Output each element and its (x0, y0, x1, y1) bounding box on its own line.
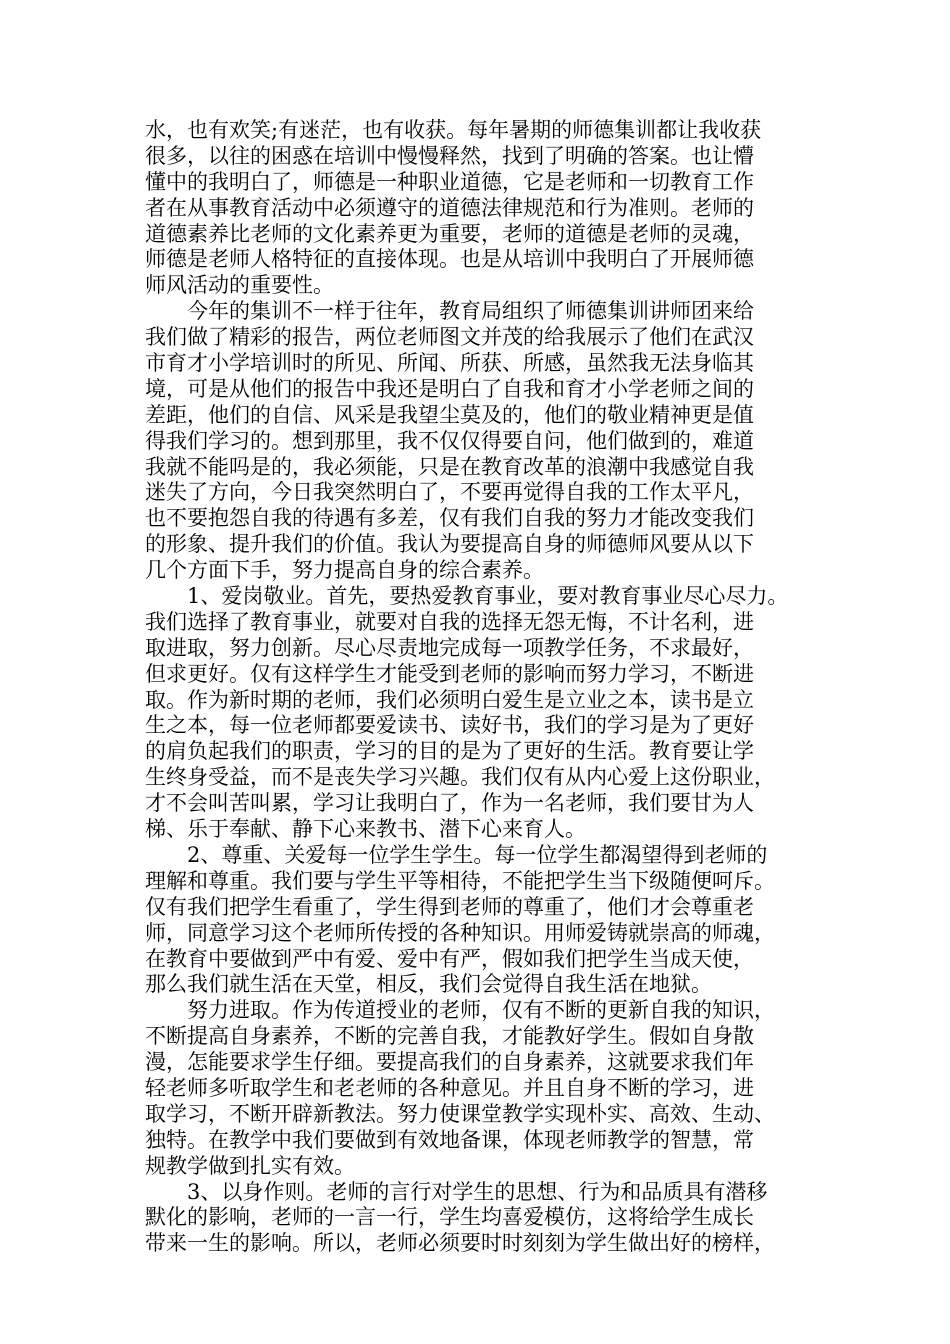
text-line: 但求更好。仅有这样学生才能受到老师的影响而努力学习，不断进 (145, 661, 754, 686)
text-line: 梯、乐于奉献、静下心来教书、潜下心来育人。 (145, 817, 586, 842)
text-line: 我们做了精彩的报告，两位老师图文并茂的给我展示了他们在武汉 (145, 325, 754, 350)
text-line: 带来一生的影响。所以，老师必须要时时刻刻为学生做出好的榜样， (145, 1231, 775, 1256)
text-line: 生之本，每一位老师都要爱读书、读好书，我们的学习是为了更好 (145, 713, 754, 738)
text-line: 懂中的我明白了，师德是一种职业道德，它是老师和一切教育工作 (145, 169, 754, 194)
text-line: 师，同意学习这个老师所传授的各种知识。用师爱铸就崇高的师魂， (145, 920, 775, 945)
text-line: 水，也有欢笑;有迷茫，也有收获。每年暑期的师德集训都让我收获 (145, 118, 762, 142)
text-line: 不断提高自身素养，不断的完善自我，才能教好学生。假如自身散 (145, 1024, 754, 1049)
text-line: 1、爱岗敬业。首先，要热爱教育事业，要对教育事业尽心尽力。 (187, 584, 789, 609)
text-line: 3、以身作则。老师的言行对学生的思想、行为和品质具有潜移 (187, 1179, 768, 1204)
text-line: 2、尊重、关爱每一位学生学生。每一位学生都渴望得到老师的 (187, 842, 768, 867)
text-line: 的肩负起我们的职责，学习的目的是为了更好的生活。教育要让学 (145, 739, 754, 764)
text-line: 师德是老师人格特征的直接体现。也是从培训中我明白了开展师德 (145, 247, 754, 272)
text-line: 的形象、提升我们的价值。我认为要提高自身的师德师风要从以下 (145, 532, 754, 557)
text-line: 生终身受益，而不是丧失学习兴趣。我们仅有从内心爱上这份职业， (145, 765, 775, 790)
text-line: 取学习，不断开辟新教法。努力使课堂教学实现朴实、高效、生动、 (145, 1101, 775, 1126)
text-line: 几个方面下手，努力提高自身的综合素养。 (145, 558, 544, 583)
text-line: 道德素养比老师的文化素养更为重要，老师的道德是老师的灵魂， (145, 221, 754, 246)
paragraph-point-3 (145, 1180, 813, 1258)
text-line: 我们选择了教育事业，就要对自我的选择无怨无悔，不计名利，进 (145, 609, 754, 634)
text-line: 漫，怎能要求学生仔细。要提高我们的自身素养，这就要求我们年 (145, 1050, 754, 1075)
text-line: 师风活动的重要性。 (145, 273, 334, 298)
paragraph-point-2 (145, 843, 813, 998)
text-line: 取。作为新时期的老师，我们必须明白爱生是立业之本，读书是立 (145, 687, 754, 712)
text-line: 我就不能吗是的，我必须能，只是在教育改革的浪潮中我感觉自我 (145, 454, 754, 479)
text-line: 市育才小学培训时的所见、所闻、所获、所感，虽然我无法身临其 (145, 351, 754, 376)
text-line: 规教学做到扎实有效。 (145, 1153, 355, 1178)
text-line: 境，可是从他们的报告中我还是明白了自我和育才小学老师之间的 (145, 376, 754, 401)
paragraph-striving (145, 998, 813, 1179)
text-line: 者在从事教育活动中必须遵守的道德法律规范和行为准则。老师的 (145, 195, 754, 220)
text-line: 很多，以往的困惑在培训中慢慢释然，找到了明确的答案。也让懵 (145, 143, 754, 168)
text-line: 理解和尊重。我们要与学生平等相待，不能把学生当下级随便呵斥。 (145, 868, 775, 893)
text-line: 在教育中要做到严中有爱、爱中有严，假如我们把学生当成天使， (145, 946, 754, 971)
body-text (145, 118, 813, 1257)
text-line: 差距，他们的自信、风采是我望尘莫及的，他们的敬业精神更是值 (145, 402, 754, 427)
text-line: 也不要抱怨自我的待遇有多差，仅有我们自我的努力才能改变我们 (145, 506, 754, 531)
text-line: 仅有我们把学生看重了，学生得到老师的尊重了，他们才会尊重老 (145, 894, 754, 919)
text-line: 那么我们就生活在天堂，相反，我们会觉得自我生活在地狱。 (145, 972, 712, 997)
text-line: 努力进取。作为传道授业的老师，仅有不断的更新自我的知识， (187, 998, 775, 1023)
text-line: 才不会叫苦叫累，学习让我明白了，作为一名老师，我们要甘为人 (145, 791, 754, 816)
text-line: 默化的影响，老师的一言一行，学生均喜爱模仿，这将给学生成长 (145, 1205, 754, 1230)
paragraph-training-reflection (145, 299, 813, 584)
paragraph-point-1 (145, 584, 813, 843)
text-line: 今年的集训不一样于往年，教育局组织了师德集训讲师团来给 (187, 299, 754, 324)
text-line: 迷失了方向，今日我突然明白了，不要再觉得自我的工作太平凡， (145, 480, 754, 505)
text-line: 取进取，努力创新。尽心尽责地完成每一项教学任务，不求最好， (145, 635, 754, 660)
text-line: 得我们学习的。想到那里，我不仅仅得要自问，他们做到的，难道 (145, 428, 754, 453)
paragraph-intro-continuation (145, 118, 813, 299)
text-line: 轻老师多听取学生和老老师的各种意见。并且自身不断的学习，进 (145, 1075, 754, 1100)
text-line: 独特。在教学中我们要做到有效地备课，体现老师教学的智慧，常 (145, 1127, 754, 1152)
